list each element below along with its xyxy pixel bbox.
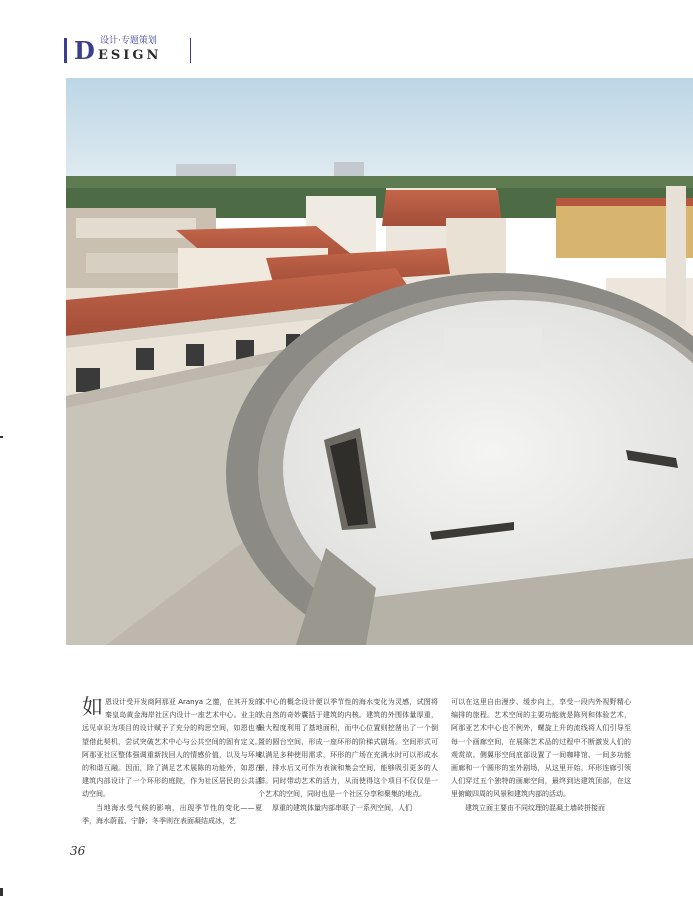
article-column-2 bbox=[258, 696, 438, 815]
edge-mark bbox=[0, 436, 3, 438]
article-paragraph: 术中心的概念设计便以季节性的海水变化为灵感，试图将大自然的奇妙囊括于建筑的内核。建筑的外围体量厚重，最大程度利用了基地面积，而中心位置则挖凿出了一个倒置的圆台空间，形成一座环形的阶梯式剧场。空间形式可以满足多种使用需求，环形的广场在充满水时可以形成水景，排水后又可作为表演和集会空间，能够吸引更多的人群。同时带动艺术的活力，从而使得这个项目不仅仅是一个艺术的空间，同时也是一个社区分享和聚集的地点。 bbox=[258, 698, 438, 799]
header-word: ESIGN bbox=[98, 48, 162, 63]
article-paragraph bbox=[82, 696, 262, 802]
article-column-3 bbox=[451, 696, 631, 815]
section-label-title: 专题策划 bbox=[120, 36, 157, 46]
drop-cap: 如 bbox=[82, 695, 103, 719]
section-label bbox=[100, 36, 157, 47]
section-label-cn: 设计 bbox=[100, 36, 119, 46]
article-column-1 bbox=[82, 696, 262, 828]
page-number: 36 bbox=[70, 844, 86, 858]
article-paragraph: 可以在这里自由漫步、缓步向上，享受一段内外视野精心编排的旅程。艺术空间的主要功能就是陈列和体验艺术，阿那亚艺术中心也不例外，螺旋上升的流线将人们引导至每一个画廊空间，在展陈艺术品的过程中不断激发人们的观赏欲。侧翼形空间底部设置了一间咖啡馆、一间多功能画廊和一个圆形的室外剧场，从这里开始，环形连廊引领人们穿过五个独特的画廊空间，最终到达建筑顶部，在这里俯瞰四周的风景和建筑内部的活动。 bbox=[451, 698, 631, 799]
section-label-dot: · bbox=[118, 36, 121, 46]
header-bar-right bbox=[190, 38, 191, 63]
article-paragraph: 建筑立面主要由不同纹理的混凝土墙砖拼接而 bbox=[465, 803, 605, 812]
paragraph-text: 恩设计受开发商阿那亚 Aranya 之邀，在其开发的秦皇岛黄金海岸社区内设计一座艺术中心。业主的远见卓识为项目的设计赋予了充分的构思空间，如恩也希望借此契机，尝试突破艺术中心与公共空间的固有定义。阿那亚社区整体强调重新找回人的情感价值，以及与环境的和谐互融。因而，除了满足艺术展陈的功能外，如恩在建筑内部设计了一个环形的庭院，作为社区居民的公共活动空间。 bbox=[82, 698, 262, 799]
architecture-photo bbox=[66, 78, 693, 645]
edge-mark bbox=[0, 888, 3, 896]
article-paragraph: 厚重的建筑体量内部串联了一系列空间，人们 bbox=[272, 803, 412, 812]
header-initial-letter: D bbox=[74, 36, 95, 65]
header-bar-left bbox=[64, 38, 67, 63]
article-paragraph: 当地海水受气候的影响，出现季节性的变化——夏季，海水蔚蓝、宁静；冬季则在表面凝结成冰，艺 bbox=[82, 803, 262, 825]
section-header bbox=[64, 36, 204, 66]
